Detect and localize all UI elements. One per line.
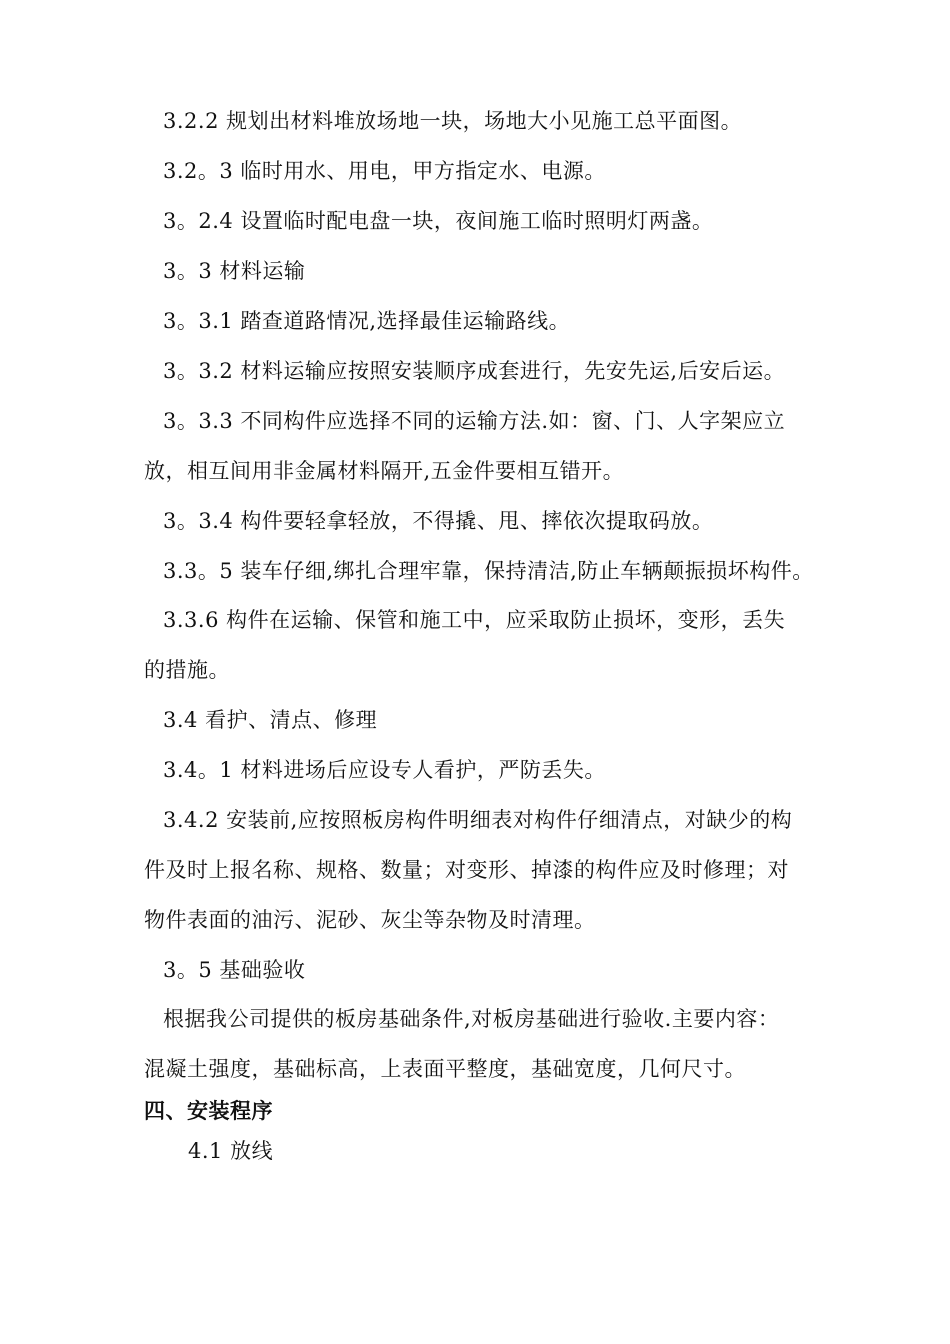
- paragraph-3-3-3-continued: 放，相互间用非金属材料隔开,五金件要相互错开。: [144, 459, 625, 483]
- section-heading-3-4: 3.4 看护、清点、修理: [163, 708, 378, 732]
- paragraph-3-3-6: 3.3.6 构件在运输、保管和施工中，应采取防止损坏，变形，丢失: [163, 608, 786, 632]
- paragraph-foundation-acceptance: 根据我公司提供的板房基础条件,对板房基础进行验收.主要内容：: [163, 1007, 780, 1031]
- section-heading-3-3: 3。3 材料运输: [163, 259, 306, 283]
- paragraph-3-2-3: 3.2。3 临时用水、用电，甲方指定水、电源。: [163, 159, 606, 183]
- paragraph-foundation-acceptance-continued: 混凝土强度，基础标高，上表面平整度，基础宽度，几何尺寸。: [144, 1057, 746, 1081]
- section-heading-3-5: 3。5 基础验收: [163, 958, 306, 982]
- chapter-heading-installation-procedure: 四、安装程序: [144, 1099, 273, 1123]
- paragraph-3-3-5: 3.3。5 装车仔细,绑扎合理牢靠，保持清洁,防止车辆颠振损坏构件。: [163, 559, 814, 583]
- paragraph-3-3-1: 3。3.1 踏查道路情况,选择最佳运输路线。: [163, 309, 571, 333]
- paragraph-3-3-2: 3。3.2 材料运输应按照安装顺序成套进行，先安先运,后安后运。: [163, 359, 786, 383]
- paragraph-3-3-6-continued: 的措施。: [144, 658, 230, 682]
- paragraph-3-4-1: 3.4。1 材料进场后应设专人看护，严防丢失。: [163, 758, 606, 782]
- paragraph-3-4-2-continued-2: 物件表面的油污、泥砂、灰尘等杂物及时清理。: [144, 908, 596, 932]
- paragraph-3-3-3: 3。3.3 不同构件应选择不同的运输方法.如：窗、门、人字架应立: [163, 409, 786, 433]
- section-heading-4-1: 4.1 放线: [188, 1139, 274, 1163]
- paragraph-3-2-4: 3。2.4 设置临时配电盘一块，夜间施工临时照明灯两盏。: [163, 209, 714, 233]
- paragraph-3-2-2: 3.2.2 规划出材料堆放场地一块，场地大小见施工总平面图。: [163, 109, 743, 133]
- paragraph-3-3-4: 3。3.4 构件要轻拿轻放，不得撬、甩、摔依次提取码放。: [163, 509, 714, 533]
- paragraph-3-4-2: 3.4.2 安装前,应按照板房构件明细表对构件仔细清点，对缺少的构: [163, 808, 793, 832]
- paragraph-3-4-2-continued-1: 件及时上报名称、规格、数量；对变形、掉漆的构件应及时修理；对: [144, 858, 789, 882]
